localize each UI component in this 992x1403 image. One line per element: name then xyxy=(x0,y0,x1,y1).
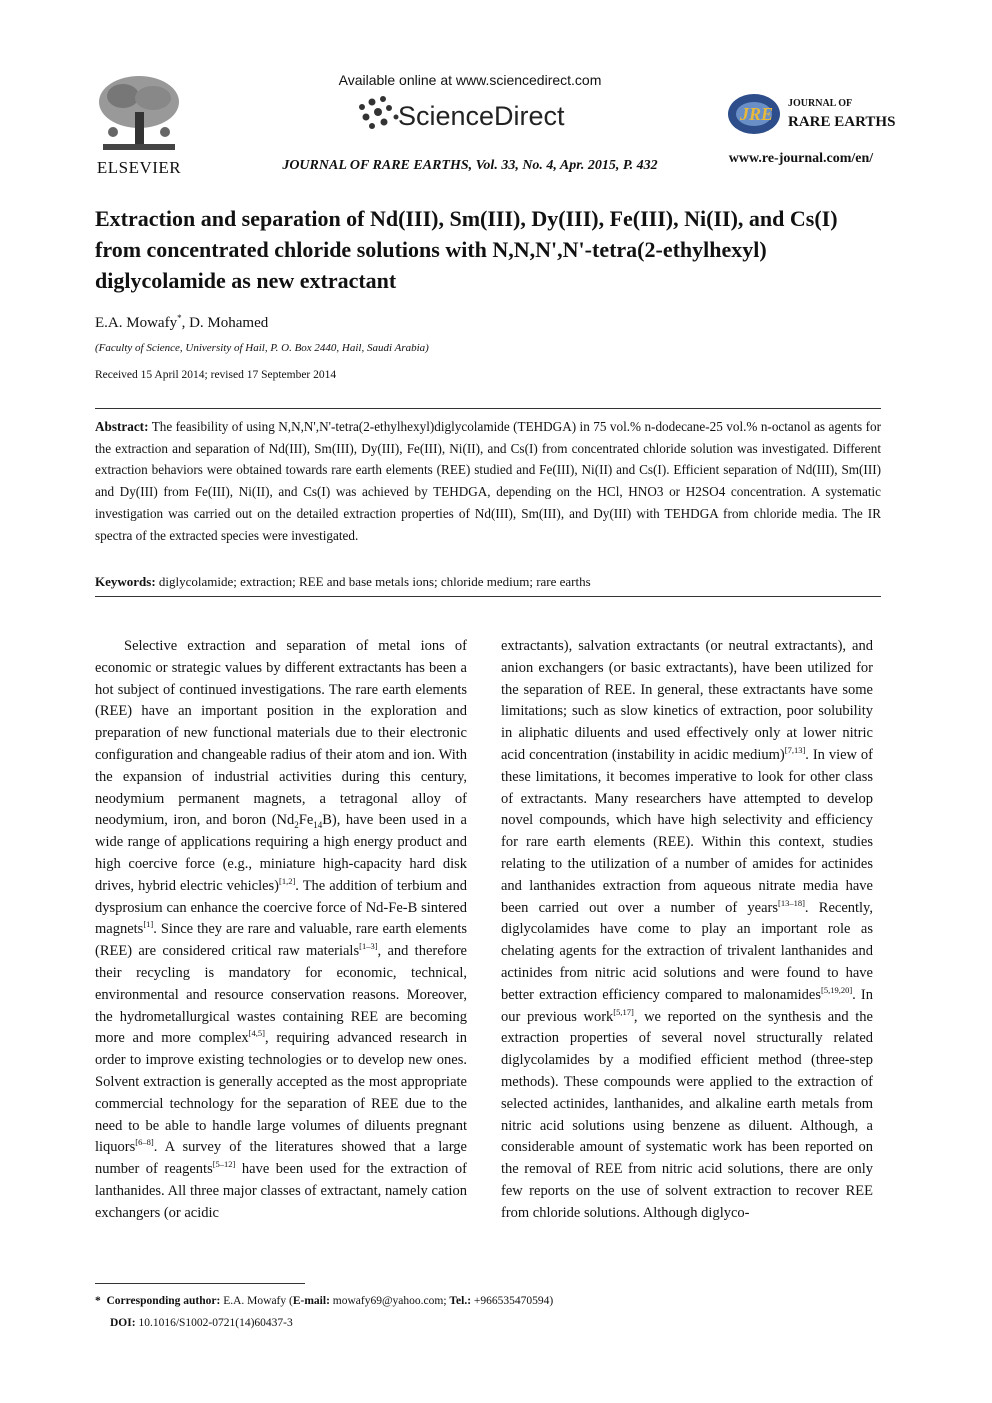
keywords-text: diglycolamide; extraction; REE and base metals ions; chloride medium; rare earths xyxy=(158,574,591,589)
citation[interactable]: [5–12] xyxy=(212,1159,236,1170)
citation[interactable]: [6–8] xyxy=(135,1137,154,1148)
affiliation: (Faculty of Science, University of Hail, P. O. Box 2440, Hail, Saudi Arabia) xyxy=(95,342,429,354)
authors xyxy=(95,313,268,332)
journal-logo-bottom: RARE EARTHS xyxy=(788,114,896,130)
corresponding-author-footnote: * Corresponding author: E.A. Mowafy (E-mail: mowafy69@yahoo.com; Tel.: +966535470594) xyxy=(95,1295,554,1307)
abstract-label: Abstract: xyxy=(95,419,149,434)
corresponding-mark: * xyxy=(177,313,182,323)
paragraph: Selective extraction and separation of metal ions of economic or strategic values by different extractants has been a hot subject of continued investigations. The rare earth elements (REE) have an important position in the exploration and preparation of new functional materials due to their electronic configuration and changeable radius of their atom and ion. With the expansion of industrial activities during this century, neodymium permanent magnets, a tetragonal alloy of neodymium, iron, and boron $(Nd_2Fe_{14}B)$, have been used in a wide range of applications requiring a high energy product and high coercive force (e.g., miniature high-capacity hard disk drives, hybrid electric vehicles)[1,2]. The addition of terbium and dysprosium can enhance the coercive force of Nd-Fe-B sintered magnets[1]. Since they are rare and valuable, rare earth elements (REE) are considered critical raw materials[1–3], and therefore their recycling is mandatory for economic, technical, environmental and resource conservation reasons. Moreover, the hydrometallurgical wastes containing REE are becoming more and more complex[4,5], requiring advanced research in order to improve existing technologies or to develop new ones. Solvent extraction is generally accepted as the most appropriate commercial technology for the separation of REE due to the need to be able to handle large volumes of diluents pregnant liquors[6–8]. A survey of the literatures showed that a large number of reagents[5–12] have been used for the extraction of lanthanides. All three major classes of extractant, namely cation exchangers (or acidic xyxy=(95,638,468,1221)
journal-citation: JOURNAL OF RARE EARTHS, Vol. 33, No. 4, Apr. 2015, P. 432 xyxy=(282,158,658,173)
doi-footnote: DOI: 10.1016/S1002-0721(14)60437-3 xyxy=(110,1317,293,1329)
author-separator: , xyxy=(181,315,190,331)
journal-logo-top: JOURNAL OF xyxy=(788,98,853,109)
divider xyxy=(95,408,881,409)
article-title xyxy=(95,203,885,296)
sciencedirect-wordmark: ScienceDirect xyxy=(398,101,565,131)
svg-text:JRE: JRE xyxy=(740,104,774,124)
abstract xyxy=(95,416,881,546)
citation[interactable]: [4,5] xyxy=(248,1028,265,1039)
citation[interactable]: [1–3] xyxy=(359,941,378,952)
keywords-label: Keywords: xyxy=(95,574,156,589)
title-line: Extraction and separation of Nd(III), Sm(III), Dy(III), Fe(III), Ni(II), and Cs(I) xyxy=(95,206,838,231)
author-name: D. Mohamed xyxy=(189,315,269,331)
email-link[interactable]: mowafy69@yahoo.com xyxy=(332,1295,444,1307)
citation[interactable]: [5,19,20] xyxy=(821,984,853,995)
citation[interactable]: [13–18] xyxy=(777,897,805,908)
footnote-divider xyxy=(95,1283,305,1284)
title-line: diglycolamide as new extractant xyxy=(95,268,397,293)
available-online-text[interactable]: Available online at www.sciencedirect.com xyxy=(338,72,602,88)
citation[interactable]: [5,17] xyxy=(613,1006,634,1017)
citation[interactable]: [7,13] xyxy=(784,745,806,756)
citation[interactable]: [1] xyxy=(143,919,154,930)
abstract-text: The feasibility of using N,N,N',N'-tetra(2-ethylhexyl)diglycolamide (TEHDGA) in 75 vol.% n-dodecane-25 vol.% n-octanol as agents for the extraction and separation of Nd(III), Sm(III), Dy(III), Fe(III), Ni(II), and Cs(I) from concentrated chloride solution was investigated. Different extraction behaviors were obtained towards rare earth elements (REE) studied and Fe(III), Ni(II) and Cs(I). Efficient separation of Nd(III), Sm(III) and Dy(III) from Fe(III), Ni(II), and Cs(I) was achieved by TEHDGA, depending on the HCl, HNO3 or H2SO4 concentration. A systematic investigation was carried out on the detailed extraction properties of Nd(III), Sm(III), and Dy(III) with TEHDGA from chloride media. The IR spectra of the extracted species were investigated. xyxy=(95,419,882,543)
received-dates: Received 15 April 2014; revised 17 September 2014 xyxy=(95,369,337,381)
body-column-left xyxy=(95,636,467,1225)
paragraph: extractants), salvation extractants (or neutral extractants), and anion exchangers (or basic extractants), have been utilized for the separation of REE. In general, these extractants have some limitations; such as slow kinetics of extraction, poor solubility in aliphatic diluents and used effectively only at lower nitric acid concentration (instability in acidic medium)[7,13]. In view of these limitations, it becomes imperative to look for other class of extractants. Many researchers have attempted to develop novel compounds, which have high selectivity and efficiency for rare earth elements (REE). Within this context, studies relating to the utilization of a number of amides for actinides and lanthanides extraction from aqueous nitrate media have been carried out over a number of years[13–18]. Recently, diglycolamides have come to play an important role as chelating agents for the extraction of trivalent lanthanides and actinides from nitric acid solutions and were found to have better extraction efficiency compared to malonamides[5,19,20]. In our previous work[5,17], we reported on the synthesis and the extraction properties of several novel structurally related diglycolamides by a modified efficient method (three-step methods). These compounds were applied to the extraction of selected actinides, lanthanides, and alkaline earth metals from nitric acid solutions using benzene as diluent. Although, a considerable amount of systematic work has been reported on the removal of REE from nitric acid solutions, there are only few reports on the use of solvent extraction to recover REE from chloride solutions. Although diglyco- xyxy=(501,638,874,1221)
citation[interactable]: [1,2] xyxy=(279,875,296,886)
title-line: from concentrated chloride solutions with N,N,N',N'-tetra(2-ethylhexyl) xyxy=(95,237,767,262)
journal-rare-earths-logo xyxy=(726,86,896,142)
body-column-right xyxy=(501,636,873,1225)
journal-url[interactable]: www.re-journal.com/en/ xyxy=(728,151,874,166)
divider xyxy=(95,596,881,597)
doi-link[interactable]: 10.1016/S1002-0721(14)60437-3 xyxy=(138,1317,293,1329)
keywords xyxy=(95,574,881,590)
author-name: E.A. Mowafy xyxy=(95,315,178,331)
publisher-name: ELSEVIER xyxy=(96,158,182,177)
